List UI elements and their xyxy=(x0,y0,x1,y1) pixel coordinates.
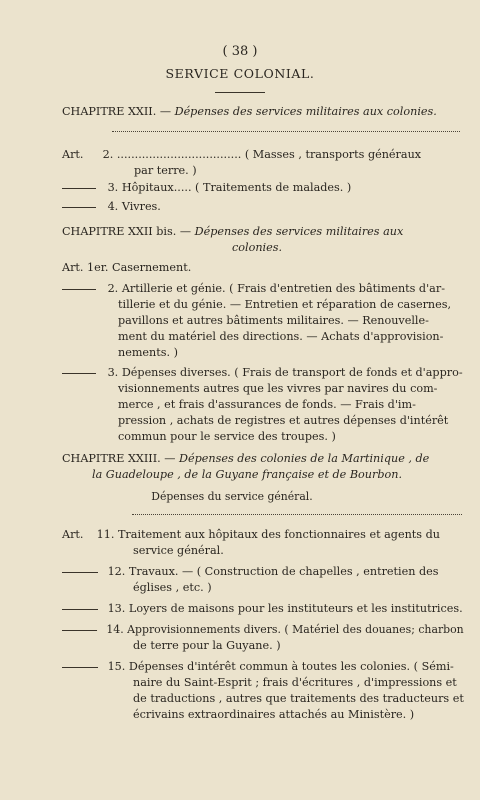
page-title: SERVICE COLONIAL. xyxy=(165,66,315,81)
list-item-continuation: écrivains extraordinaires attachés au Ministère. ) xyxy=(133,708,415,721)
chapter-22-heading xyxy=(62,104,437,120)
list-item-continuation: nements. ) xyxy=(118,346,178,359)
ditto-dash xyxy=(62,609,98,610)
ditto-dash xyxy=(62,289,96,290)
list-item-continuation: églises , etc. ) xyxy=(133,581,212,594)
list-item-continuation: de terre pour la Guyane. ) xyxy=(133,639,281,652)
chapter-22-title: Dépenses des services militaires aux colonies. xyxy=(174,105,437,118)
list-item-continuation: tillerie et du génie. — Entretien et réparation de casernes, xyxy=(118,298,452,311)
list-item: Art. 11. Traitement aux hôpitaux des fonctionnaires et agents du xyxy=(62,528,440,541)
list-item-continuation: merce , et frais d'assurances de fonds. — Frais d'im- xyxy=(118,398,416,411)
list-item-continuation: pavillons et autres bâtiments militaires. — Renouvelle- xyxy=(118,314,429,327)
section-subheading: Dépenses du service général. xyxy=(151,490,313,503)
list-item-continuation: commun pour le service des troupes. ) xyxy=(118,430,336,443)
dotted-separator xyxy=(112,131,460,132)
ditto-dash xyxy=(62,572,98,573)
list-item: Art. 2. ................................... ( Masses , transports généraux xyxy=(62,148,422,161)
list-item-continuation: ment du matériel des directions. — Achats d'approvision- xyxy=(118,330,444,343)
leader-dots: ................................... xyxy=(116,148,242,161)
chapter-22bis-title-cont: colonies. xyxy=(232,241,283,254)
chapter-23-heading: CHAPITRE XXIII. — Dépenses des colonies de la Martinique , de xyxy=(62,452,430,465)
list-item-continuation: pression , achats de registres et autres dépenses d'intérêt xyxy=(118,414,449,427)
dotted-separator xyxy=(132,514,462,515)
list-item: 13. Loyers de maisons pour les instituteurs et les institutrices. xyxy=(62,601,463,617)
chapter-22-sep: — xyxy=(159,105,172,118)
list-item: 4. Vivres. xyxy=(62,199,161,215)
list-item: 15. Dépenses d'intérêt commun à toutes les colonies. ( Sémi- xyxy=(62,659,454,675)
list-item: 3. Dépenses diverses. ( Frais de transport de fonds et d'appro- xyxy=(62,365,463,381)
ditto-dash xyxy=(62,667,98,668)
list-item: 14. Approvisionnements divers. ( Matériel des douanes; charbon xyxy=(62,622,464,638)
list-item: 3. Hôpitaux..... ( Traitements de malades. ) xyxy=(62,180,351,196)
page-number: ( 38 ) xyxy=(222,44,258,59)
chapter-22bis-heading: CHAPITRE XXII bis. — Dépenses des services militaires aux xyxy=(62,225,404,238)
ditto-dash xyxy=(62,373,96,374)
ditto-dash xyxy=(62,630,97,631)
ditto-dash xyxy=(62,207,96,208)
list-item: 2. Artillerie et génie. ( Frais d'entretien des bâtiments d'ar- xyxy=(62,281,445,297)
title-rule xyxy=(215,92,265,93)
chapter-22-label: CHAPITRE XXII. xyxy=(62,105,157,118)
list-item: Art. 1er. Casernement. xyxy=(62,261,192,274)
list-item-continuation: service général. xyxy=(133,544,224,557)
list-item-continuation: par terre. ) xyxy=(134,164,197,177)
ditto-dash xyxy=(62,188,96,189)
list-item-continuation: de traductions , autres que traitements des traducteurs et xyxy=(133,692,464,705)
chapter-23-title-cont: la Guadeloupe , de la Guyane française et de Bourbon. xyxy=(92,468,402,481)
list-item-continuation: naire du Saint-Esprit ; frais d'écritures , d'impressions et xyxy=(133,676,457,689)
list-item: 12. Travaux. — ( Construction de chapelles , entretien des xyxy=(62,564,439,580)
list-item-continuation: visionnements autres que les vivres par navires du com- xyxy=(118,382,438,395)
